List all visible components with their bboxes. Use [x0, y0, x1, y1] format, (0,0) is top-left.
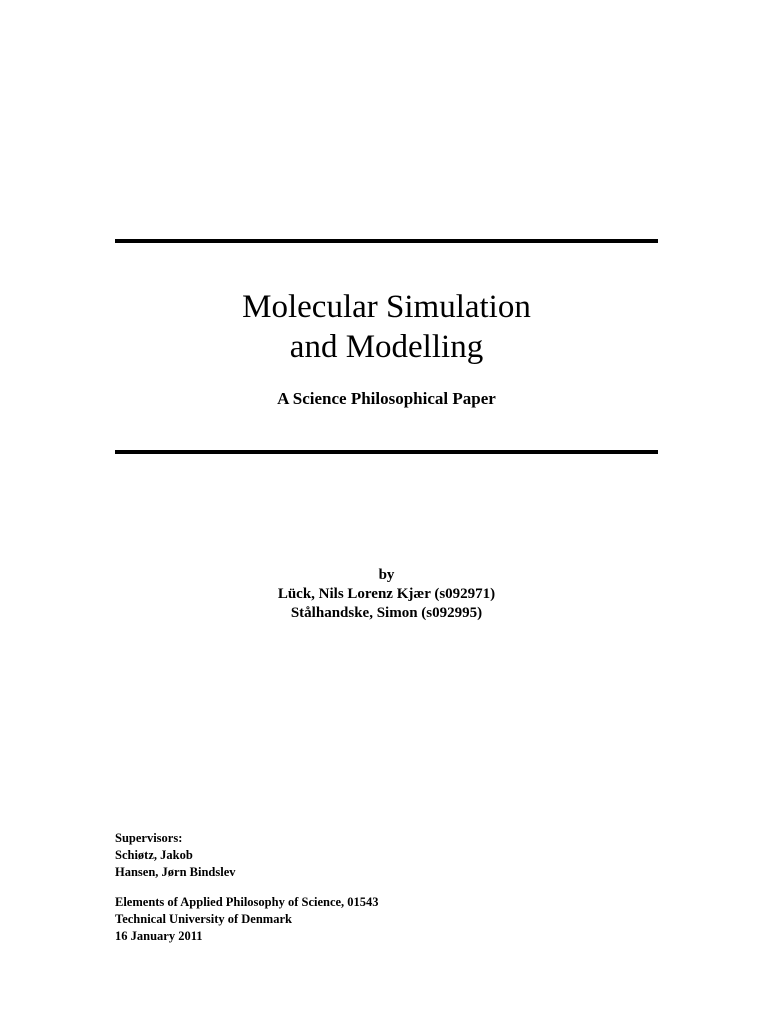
title-line-1: Molecular Simulation: [242, 289, 531, 325]
author-1: Lück, Nils Lorenz Kjær (s092971): [277, 586, 496, 602]
supervisor-2: Hansen, Jørn Bindslev: [115, 865, 236, 879]
title-line-2: and Modelling: [289, 329, 484, 365]
supervisors-block: [115, 830, 535, 881]
document-title: [115, 287, 658, 367]
course-name: Elements of Applied Philosophy of Science, 01543: [115, 895, 379, 909]
university-name: Technical University of Denmark: [115, 912, 292, 926]
supervisor-1: Schiøtz, Jakob: [115, 848, 193, 862]
bottom-horizontal-rule: [115, 450, 658, 454]
by-label: by: [378, 567, 395, 583]
course-info-block: [115, 894, 535, 945]
top-horizontal-rule: [115, 239, 658, 243]
document-date: 16 January 2011: [115, 929, 203, 943]
author-2: Stålhandske, Simon (s092995): [290, 605, 483, 621]
supervisors-heading: Supervisors:: [115, 831, 183, 845]
authors-block: [115, 566, 658, 623]
document-subtitle: A Science Philosophical Paper: [277, 389, 496, 408]
